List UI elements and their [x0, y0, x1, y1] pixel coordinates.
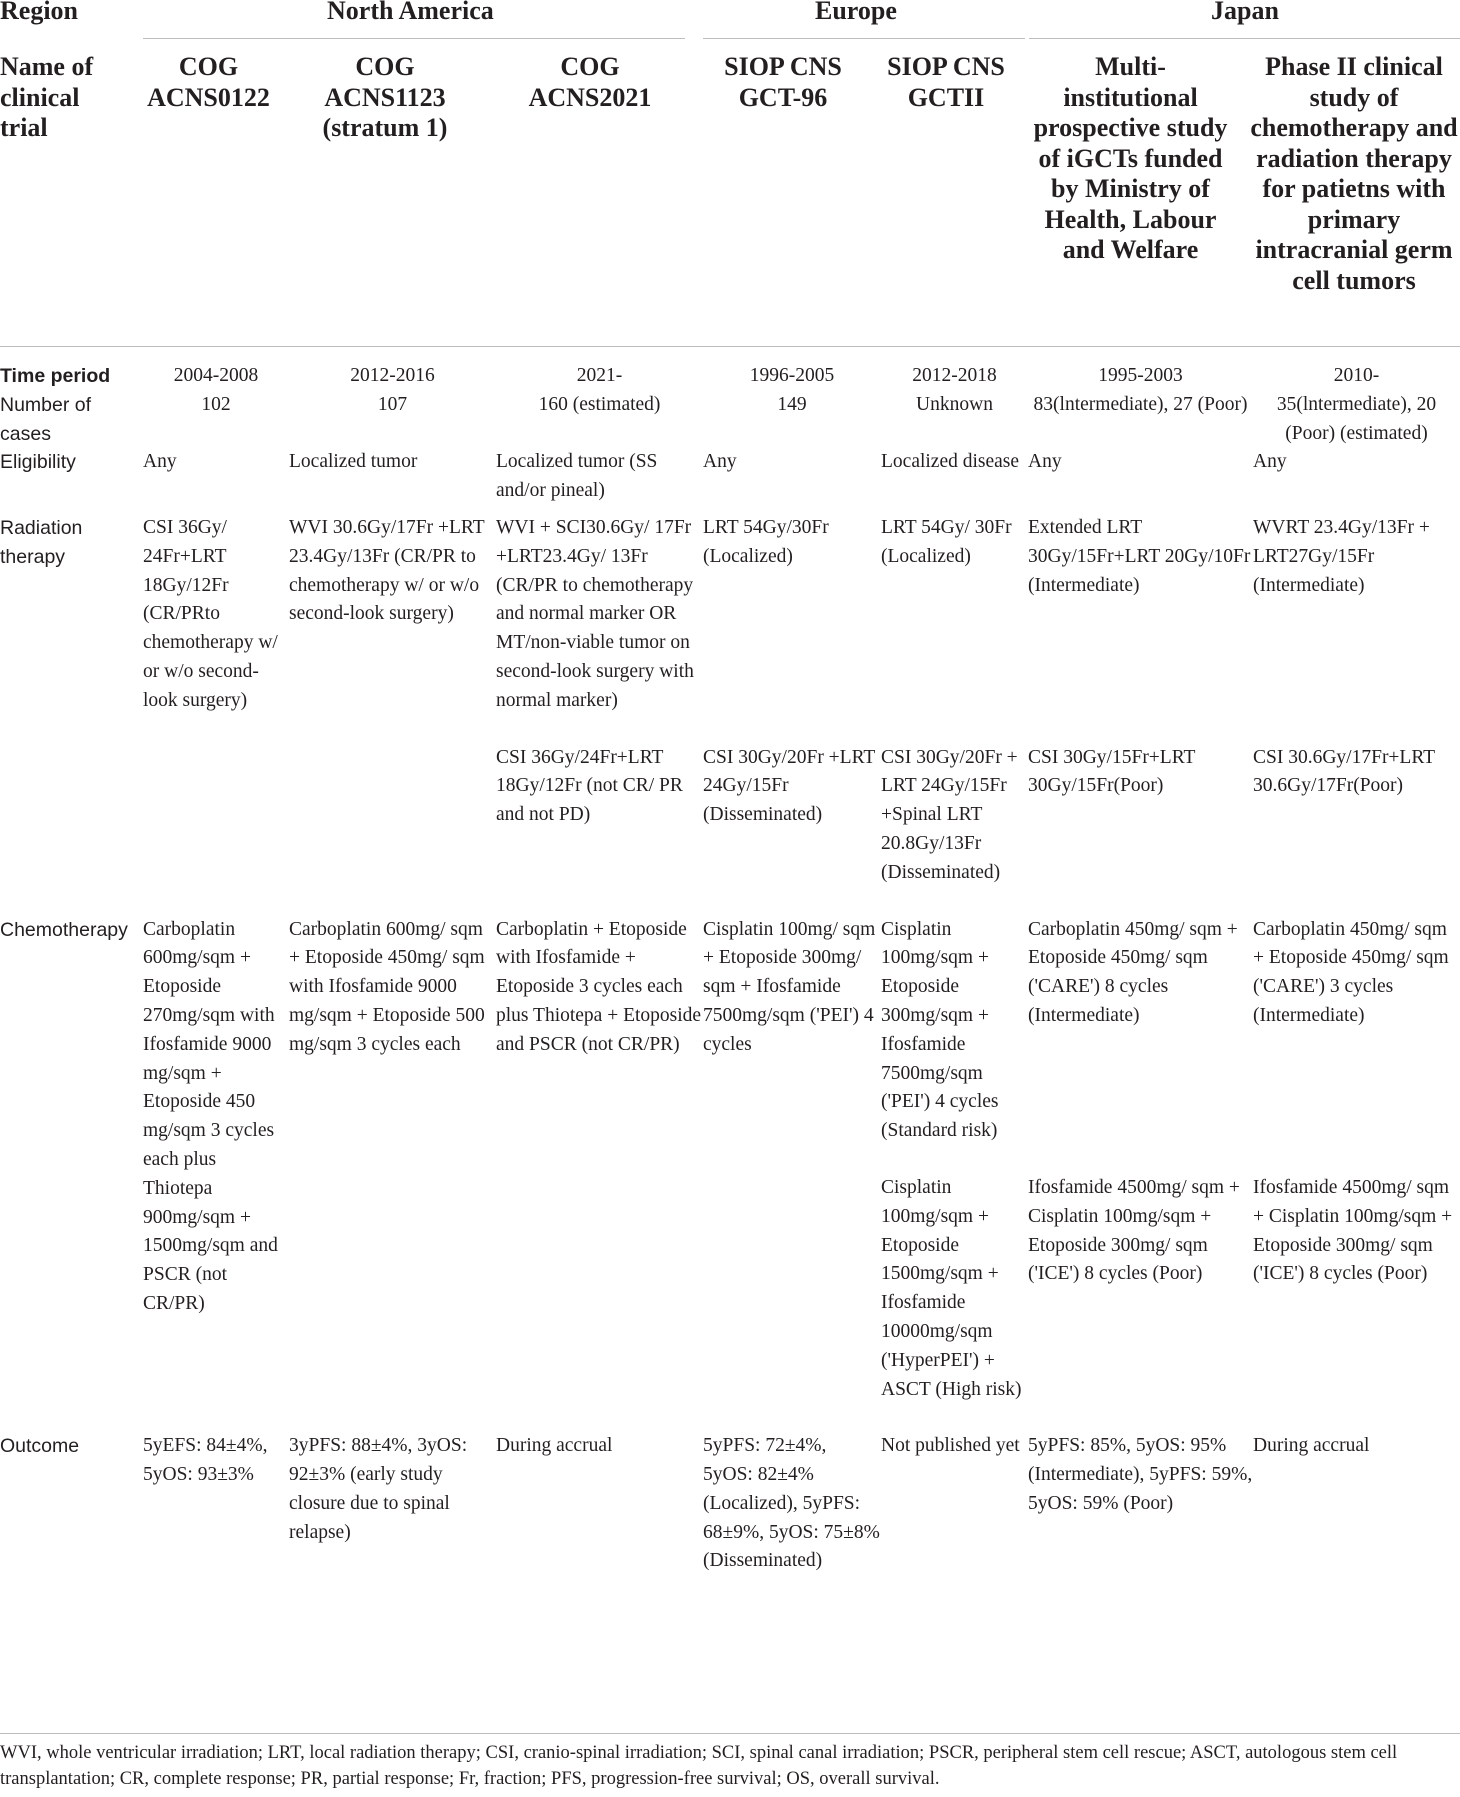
table-cell: 3yPFS: 88±4%, 3yOS: 92±3% (early study closure due to spinal relapse): [289, 1435, 468, 1543]
table-cell: Unknown: [916, 393, 993, 415]
table-cell: Localized disease: [881, 451, 1020, 473]
table-cell: CSI 36Gy/24Fr+LRT 18Gy/12Fr (not CR/ PR and not PD): [496, 746, 683, 826]
table-cell: 1996-2005: [749, 365, 835, 386]
table-cell: Carboplatin 450mg/ sqm + Etoposide 450mg/ sqm ('CARE') 8 cycles (Intermediate): [1028, 918, 1238, 1026]
trial-name: Multi-institutional prospective study of iGCTs funded by Ministry of Health, Labour and Welfare: [1033, 52, 1228, 264]
row-eligibility: [0, 448, 1460, 514]
table-cell: Cisplatin 100mg/sqm + Etoposide 300mg/sqm + Ifosfamide 7500mg/sqm ('PEI') 4 cycles (Standard risk): [881, 918, 999, 1142]
table-cell: Any: [703, 451, 737, 473]
table-cell: 2021-: [576, 365, 623, 386]
trial-name: SIOP CNS GCT-96: [724, 52, 842, 112]
row-label: Outcome: [0, 1435, 80, 1458]
table-cell: 1995-2003: [1098, 365, 1183, 386]
table-cell: Carboplatin 450mg/ sqm + Etoposide 450mg/ sqm ('CARE') 3 cycles (Intermediate): [1253, 918, 1449, 1026]
table-cell: LRT 54Gy/ 30Fr (Localized): [881, 516, 1012, 567]
table-cell: 2012-2016: [350, 365, 435, 386]
region-header-row: [0, 0, 1460, 40]
table-cell: Extended LRT 30Gy/15Fr+LRT 20Gy/10Fr (Intermediate): [1028, 516, 1251, 596]
table-cell: 35(lntermediate), 20 (Poor) (estimated): [1276, 393, 1437, 444]
row-radiation-therapy-2: [0, 716, 1460, 888]
row-label: Time period: [0, 365, 111, 387]
footnote: WVI, whole ventricular irradiation; LRT, local radiation therapy; CSI, cranio-spinal irradiation; SCI, spinal canal irradiation; PSCR, peripheral stem cell rescue; ASCT, autologous stem cell transplantation; CR, complete response; PR, partial response; Fr, fraction; PFS, progression-free survival; OS, overall survival.: [0, 1743, 1398, 1789]
row-time-period: [0, 362, 1460, 391]
trial-name: COG ACNS0122: [147, 52, 270, 112]
trials-table: [0, 362, 1460, 1576]
table-cell: WVI 30.6Gy/17Fr +LRT 23.4Gy/13Fr (CR/PR to chemotherapy w/ or w/o second-look surgery): [289, 516, 485, 625]
row-label: Radiation therapy: [0, 516, 83, 568]
row-label: Number of cases: [0, 393, 92, 445]
table-cell: 102: [201, 393, 231, 415]
table-cell: Localized tumor (SS and/or pineal): [496, 451, 658, 502]
rule-europe: [703, 38, 1025, 39]
table-cell: Any: [1253, 451, 1287, 473]
table-cell: 5yPFS: 85%, 5yOS: 95% (Intermediate), 5yPFS: 59%, 5yOS: 59% (Poor): [1028, 1435, 1253, 1514]
trial-name-row: [0, 52, 1460, 342]
trial-name: COG ACNS2021: [528, 52, 652, 112]
table-cell: Carboplatin + Etoposide with Ifosfamide + Etoposide 3 cycles each plus Thiotepa + Etoposide and PSCR (not CR/PR): [496, 918, 702, 1055]
row-label: Chemotherapy: [0, 918, 128, 941]
trial-name: Phase II clinical study of chemotherapy and radiation therapy for patietns with primary intracranial germ cell tumors: [1250, 52, 1458, 295]
table-cell: CSI 36Gy/ 24Fr+LRT 18Gy/12Fr (CR/PRto chemotherapy w/ or w/o second-look surgery): [143, 516, 278, 711]
trial-label: Name of clinical trial: [0, 52, 94, 142]
row-label-empty: [0, 716, 143, 888]
footnote-divider: [0, 1733, 1460, 1734]
row-outcome: [0, 1404, 1460, 1576]
table-cell: 2012-2018: [912, 365, 997, 386]
table-cell: Any: [143, 451, 177, 473]
row-number-of-cases: [0, 391, 1460, 449]
table-cell: LRT 54Gy/30Fr (Localized): [703, 516, 829, 567]
table-cell: During accrual: [1253, 1435, 1370, 1457]
table-cell: 5yPFS: 72±4%, 5yOS: 82±4% (Localized), 5yPFS: 68±9%, 5yOS: 75±8% (Disseminated): [703, 1435, 880, 1572]
table-cell: Carboplatin 600mg/sqm + Etoposide 270mg/sqm with Ifosfamide 9000 mg/sqm + Etoposide 450 mg/sqm 3 cycles each plus Thiotepa 900mg/sqm + 1500mg/sqm and PSCR (not CR/PR): [143, 918, 278, 1314]
table-cell: Cisplatin 100mg/sqm + Etoposide 1500mg/sqm + Ifosfamide 10000mg/sqm ('HyperPEI') + ASCT (High risk): [881, 1176, 1022, 1400]
trial-name: SIOP CNS GCTII: [887, 52, 1005, 112]
table-cell: CSI 30Gy/15Fr+LRT 30Gy/15Fr(Poor): [1028, 746, 1196, 797]
trial-name: COG ACNS1123 (stratum 1): [322, 52, 448, 142]
table-cell: 83(lntermediate), 27 (Poor): [1033, 393, 1248, 415]
table-cell: Any: [1028, 451, 1062, 473]
table-cell: 107: [377, 393, 408, 415]
row-radiation-therapy: [0, 514, 1460, 716]
table-cell: During accrual: [496, 1435, 613, 1457]
table-cell: [289, 716, 496, 888]
table-cell: Carboplatin 600mg/ sqm + Etoposide 450mg/ sqm with Ifosfamide 9000 mg/sqm + Etoposide 500 mg/sqm 3 cycles each: [289, 918, 485, 1055]
region-europe: Europe: [815, 0, 897, 25]
table-cell: Cisplatin 100mg/ sqm + Etoposide 300mg/ sqm + Ifosfamide 7500mg/sqm ('PEI') 4 cycles: [703, 918, 876, 1055]
table-cell: CSI 30Gy/20Fr +LRT 24Gy/15Fr (Disseminated): [703, 746, 875, 826]
region-label: Region: [0, 0, 78, 25]
table-cell: 5yEFS: 84±4%, 5yOS: 93±3%: [143, 1435, 268, 1486]
region-japan: Japan: [1211, 0, 1279, 25]
row-chemotherapy: [0, 888, 1460, 1146]
table-cell: 2004-2008: [173, 365, 259, 386]
table-cell: WVI + SCI30.6Gy/ 17Fr +LRT23.4Gy/ 13Fr (CR/PR to chemotherapy and normal marker OR MT/non-viable tumor on second-look surgery with normal marker): [496, 516, 694, 711]
rule-japan: [1029, 38, 1460, 39]
table-cell: 149: [777, 393, 807, 415]
table-cell: CSI 30Gy/20Fr + LRT 24Gy/15Fr +Spinal LRT 20.8Gy/13Fr (Disseminated): [881, 746, 1018, 883]
table-cell: 2010-: [1333, 365, 1380, 386]
table-cell: CSI 30.6Gy/17Fr+LRT 30.6Gy/17Fr(Poor): [1253, 746, 1435, 797]
header-divider: [0, 346, 1460, 347]
table-cell: WVRT 23.4Gy/13Fr + LRT27Gy/15Fr (Intermediate): [1253, 516, 1430, 596]
table-cell: 160 (estimated): [538, 393, 661, 415]
table-cell: Not published yet: [881, 1435, 1020, 1457]
table-cell: Localized tumor: [289, 451, 418, 473]
table-cell: Ifosfamide 4500mg/ sqm + Cisplatin 100mg/sqm + Etoposide 300mg/ sqm ('ICE') 8 cycles (Poor): [1253, 1176, 1453, 1285]
table-cell: Ifosfamide 4500mg/ sqm + Cisplatin 100mg/sqm + Etoposide 300mg/ sqm ('ICE') 8 cycles (Poor): [1028, 1176, 1240, 1285]
table-cell: [143, 716, 289, 888]
rule-north-america: [143, 38, 685, 39]
row-label: Eligibility: [0, 451, 76, 474]
region-north-america: North America: [327, 0, 494, 25]
